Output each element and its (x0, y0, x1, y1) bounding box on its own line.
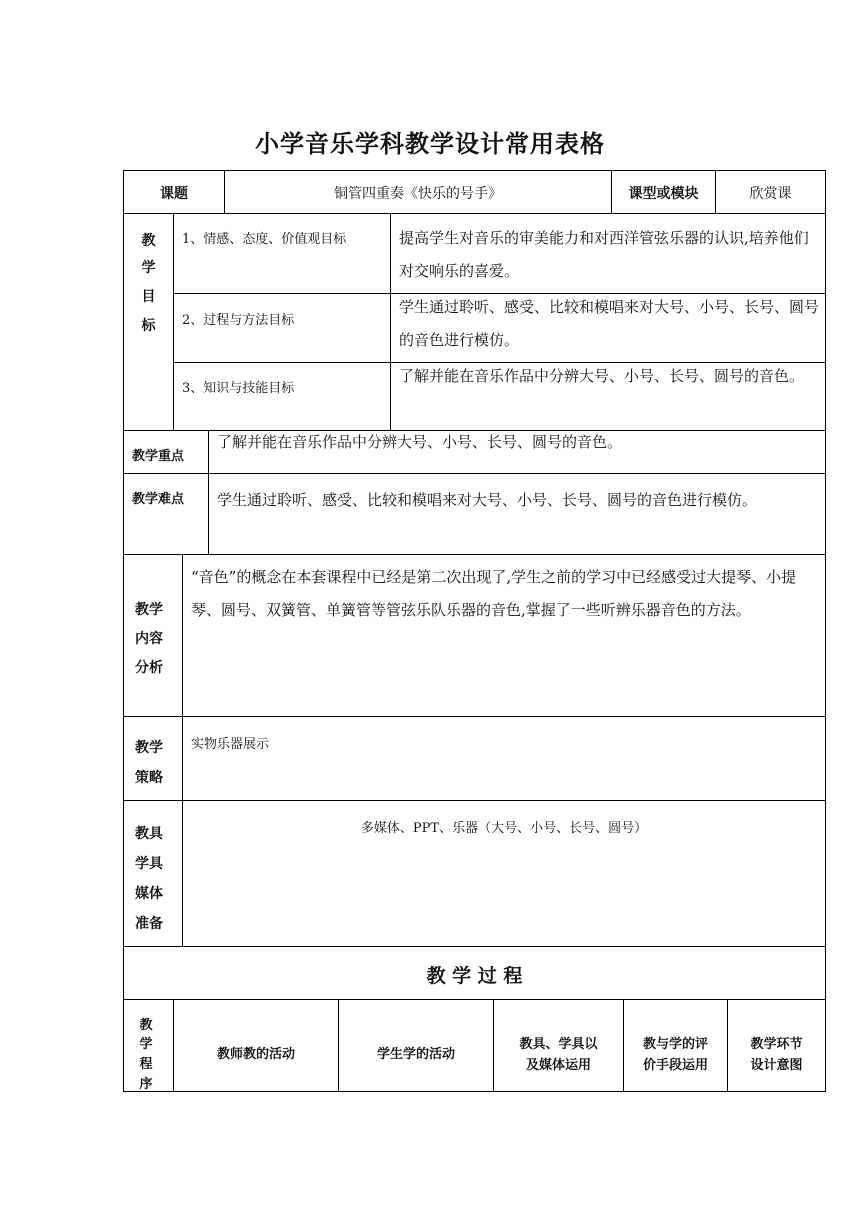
process-col-media-line: 及媒体运用 (525, 1058, 591, 1073)
key-point-label: 教学重点 (132, 449, 185, 464)
strategy-label-line: 策略 (135, 770, 163, 786)
process-col-evaluation-line: 教与学的评 (642, 1037, 708, 1052)
media-label-line: 准备 (135, 916, 163, 932)
objective-3-name-cell (173, 362, 391, 431)
process-heading: 教 学 过 程 (426, 965, 523, 987)
objective-3-text: 了解并能在音乐作品中分辨大号、小号、长号、圆号的音色。 (399, 367, 805, 385)
type-value: 欣赏课 (749, 186, 792, 202)
content-analysis-label-line: 分析 (135, 660, 163, 676)
key-point-label-cell (123, 430, 209, 474)
objectives-label-cell (123, 213, 174, 431)
content-analysis-text-cell (182, 554, 826, 717)
objective-1-text-cell (390, 213, 826, 294)
strategy-text-cell (182, 716, 826, 801)
process-col-evaluation-line: 价手段运用 (642, 1058, 708, 1073)
objectives-label-char: 学 (141, 260, 156, 276)
process-heading-cell (123, 946, 826, 1000)
process-sequence-char: 学 (139, 1037, 153, 1052)
difficulty-label: 教学难点 (132, 492, 185, 507)
content-analysis-label-cell (123, 554, 183, 717)
topic-value: 铜管四重奏《快乐的号手》 (334, 186, 502, 202)
type-value-cell (715, 170, 826, 214)
objectives-label-char: 标 (141, 318, 156, 334)
objective-2-text-cell (390, 293, 826, 363)
process-col-student: 学生学的活动 (376, 1047, 455, 1062)
topic-label: 课题 (160, 186, 188, 202)
process-col-evaluation-cell (623, 999, 728, 1092)
key-point-text-cell (208, 430, 826, 474)
topic-value-cell (224, 170, 612, 214)
media-text-cell (182, 800, 826, 947)
process-sequence-cell (123, 999, 174, 1092)
strategy-label-line: 教学 (135, 740, 163, 756)
type-label-cell (611, 170, 716, 214)
objective-2-name-cell (173, 293, 391, 363)
difficulty-label-cell (123, 473, 209, 555)
objective-1-text: 提高学生对音乐的审美能力和对西洋管弦乐器的认识,培养他们对交响乐的喜爱。 (399, 229, 809, 280)
process-col-intent-line: 教学环节 (750, 1037, 803, 1052)
objective-1-name-cell (173, 213, 391, 294)
difficulty-text-cell (208, 473, 826, 555)
process-col-media-line: 教具、学具以 (519, 1037, 598, 1052)
process-col-teacher: 教师教的活动 (216, 1047, 295, 1062)
objective-3-text-cell (390, 362, 826, 431)
process-col-media-cell (493, 999, 624, 1092)
page-title: 小学音乐学科教学设计常用表格 (255, 130, 605, 158)
process-col-teacher-cell (173, 999, 339, 1092)
objective-3-name: 3、知识与技能目标 (182, 381, 295, 396)
objectives-label-char: 目 (141, 289, 156, 305)
type-label: 课型或模块 (628, 186, 699, 202)
objective-2-name: 2、过程与方法目标 (182, 313, 295, 328)
process-col-intent-cell (727, 999, 826, 1092)
media-label-line: 教具 (135, 826, 163, 842)
process-col-intent-line: 设计意图 (750, 1058, 803, 1073)
content-analysis-text: “音色”的概念在本套课程中已经是第二次出现了,学生之前的学习中已经感受过大提琴、小提琴、圆号、双簧管、单簧管等管弦乐队乐器的音色,掌握了一些听辨乐器音色的方法。 (191, 568, 797, 619)
process-col-student-cell (338, 999, 494, 1092)
media-label-line: 媒体 (135, 886, 163, 902)
key-point-text: 了解并能在音乐作品中分辨大号、小号、长号、圆号的音色。 (217, 433, 623, 451)
content-analysis-label-line: 内容 (135, 631, 163, 647)
objectives-label-char: 教 (141, 233, 156, 249)
strategy-text: 实物乐器展示 (191, 737, 270, 752)
topic-label-cell (123, 170, 225, 214)
media-text: 多媒体、PPT、乐器（大号、小号、长号、圆号） (360, 821, 648, 836)
media-label-line: 学具 (135, 856, 163, 872)
objective-1-name: 1、情感、态度、价值观目标 (182, 232, 347, 247)
strategy-label-cell (123, 716, 183, 801)
content-analysis-label-line: 教学 (135, 602, 163, 618)
difficulty-text: 学生通过聆听、感受、比较和模唱来对大号、小号、长号、圆号的音色进行模仿。 (217, 491, 758, 509)
process-sequence-char: 程 (139, 1057, 153, 1072)
process-sequence-char: 序 (139, 1077, 153, 1092)
objective-2-text: 学生通过聆听、感受、比较和模唱来对大号、小号、长号、圆号的音色进行模仿。 (399, 298, 820, 349)
process-sequence-char: 教 (139, 1018, 153, 1033)
media-label-cell (123, 800, 183, 947)
